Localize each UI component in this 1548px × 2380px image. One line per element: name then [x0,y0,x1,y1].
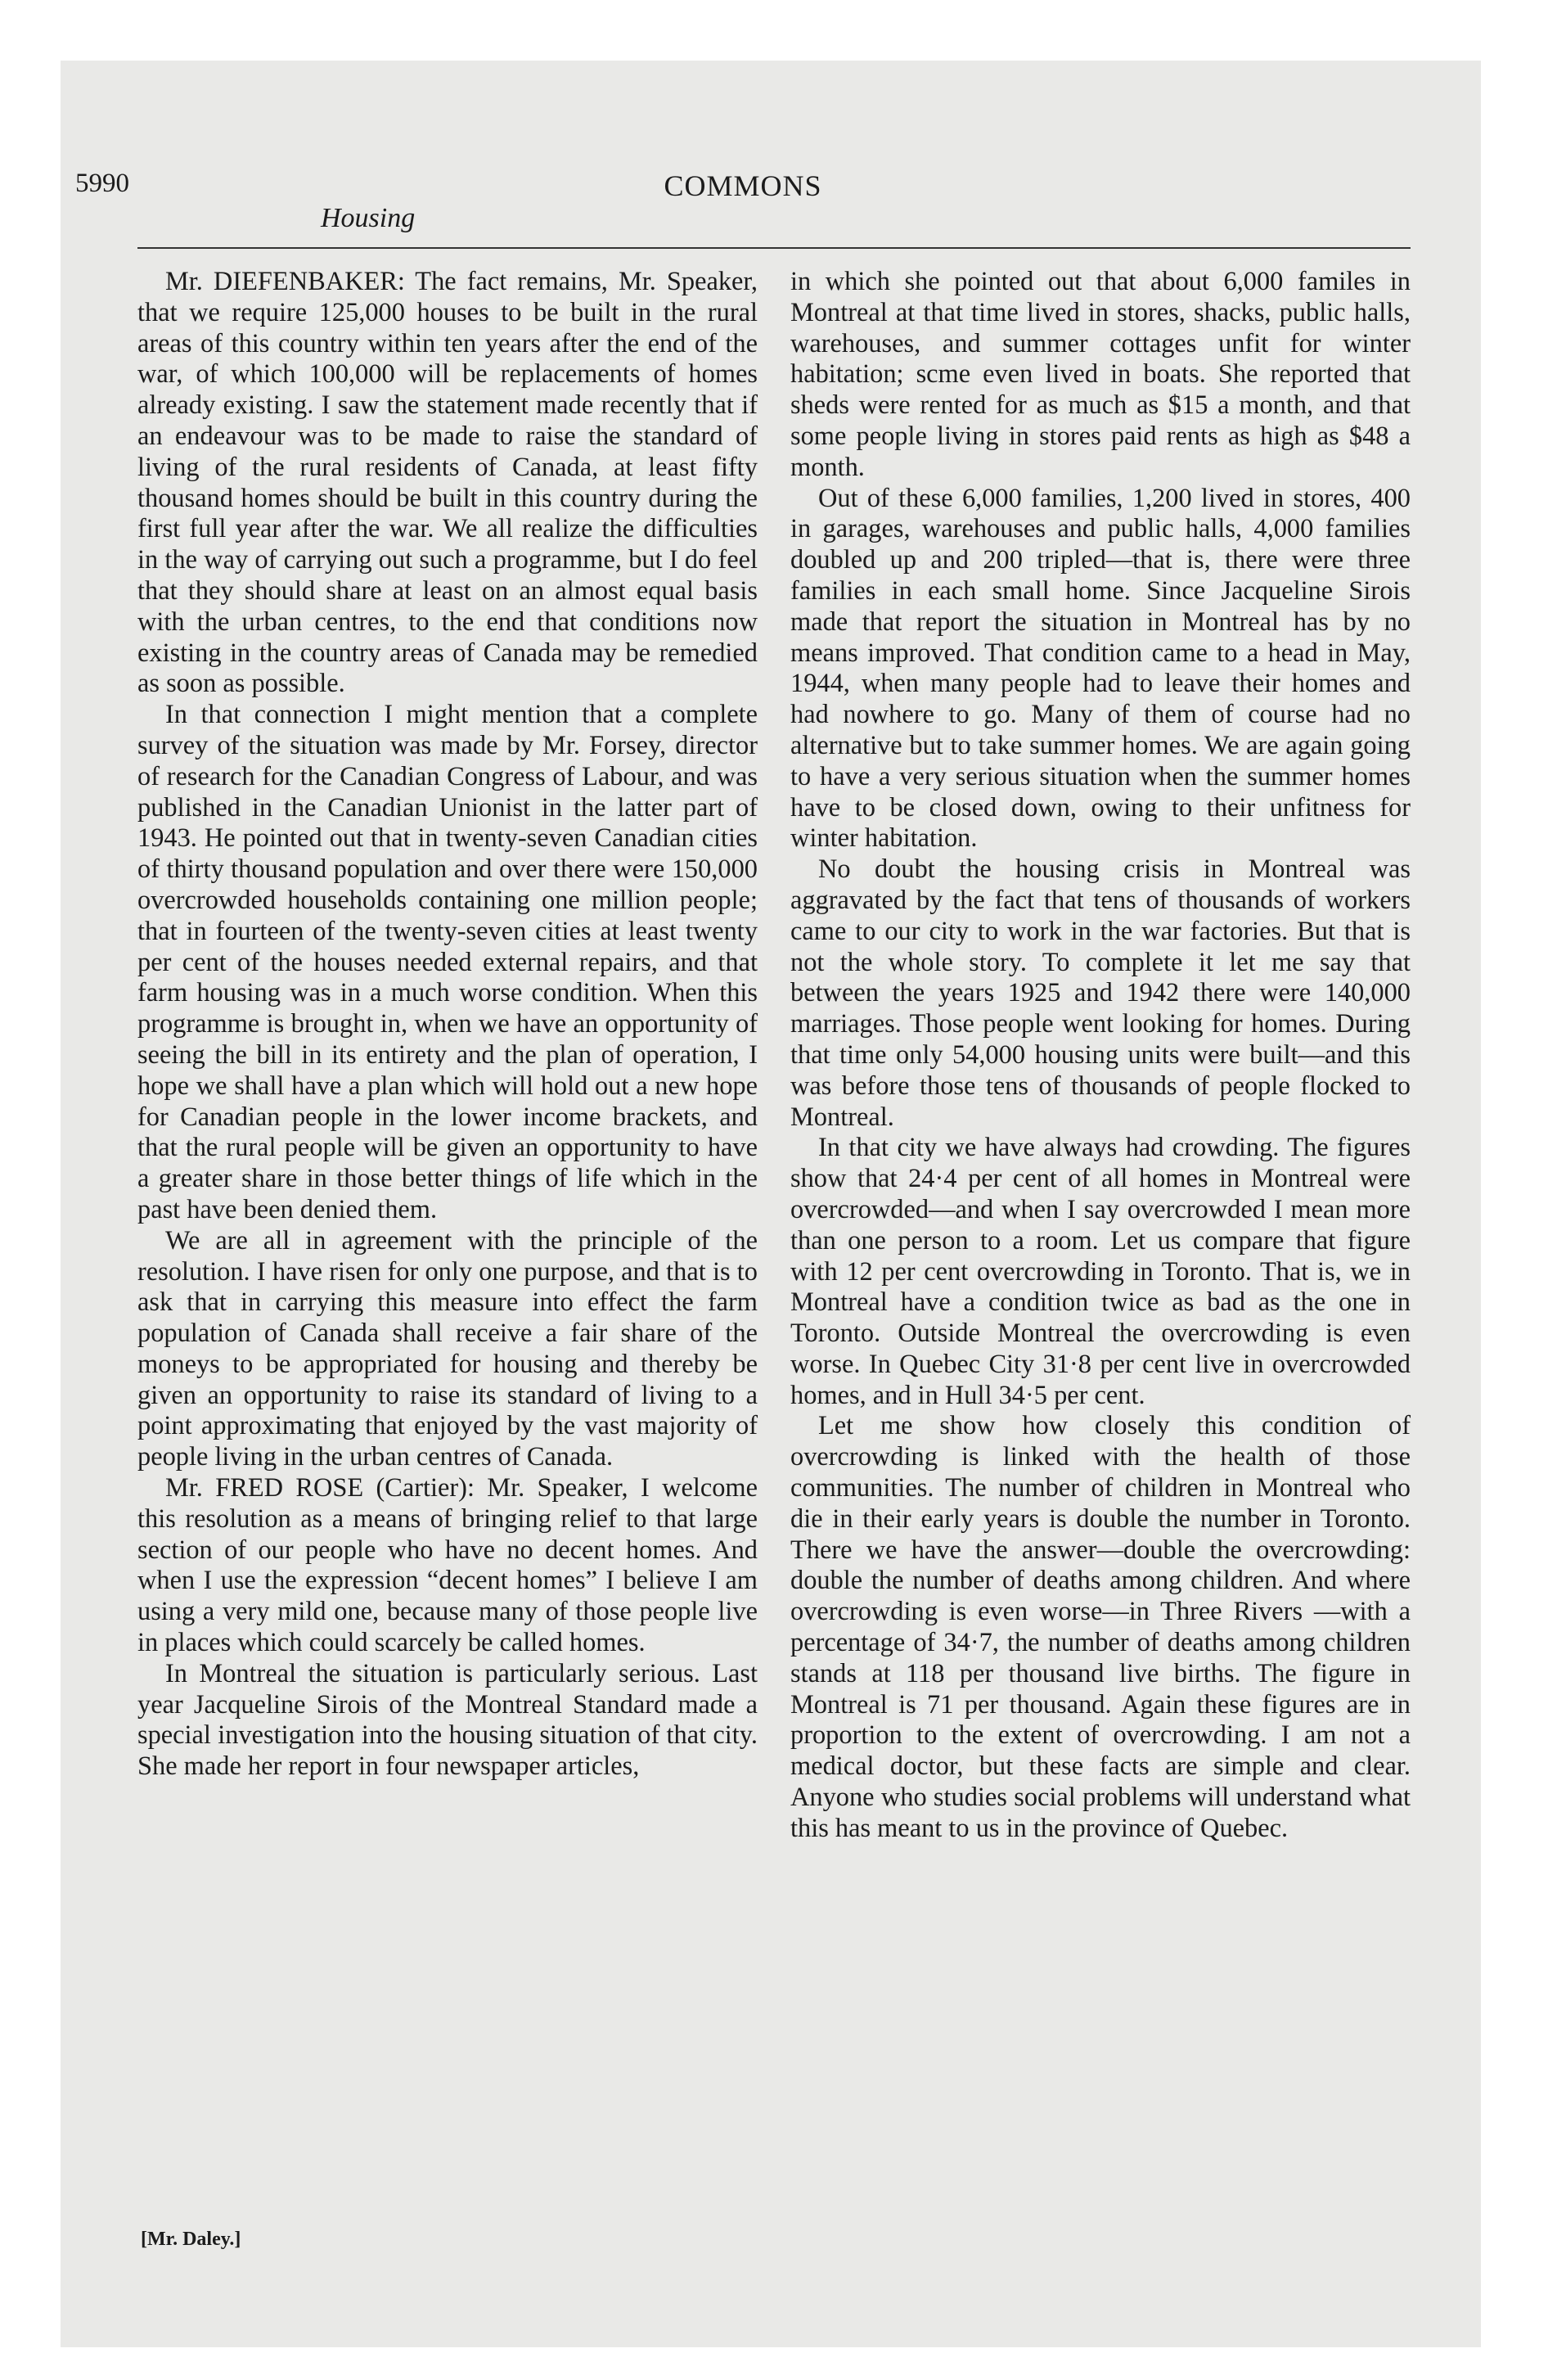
header-rule [137,247,1411,249]
speaker-footnote: [Mr. Daley.] [141,2229,241,2250]
page-header [75,98,1411,233]
paragraph: No doubt the housing crisis in Montreal was aggravated by the fact that tens of thousands of workers came to our city to work in the war factories. But that is not the whole story. To complete it let me say that between the years 1925 and 1942 there were 140,000 marriages. Those people went looking for homes. During that time only 54,000 housing units were built—and this was before those tens of thousands of people flocked to Montreal. [790,854,1411,1132]
paragraph: in which she pointed out that about 6,000 familes in Montreal at that time lived in stores, shacks, public halls, warehouses, and summer cottages unfit for winter habitation; scme even lived in boats. She reported that sheds were rented for as much as $15 a month, and that some people living in stores paid rents as high as $48 a month. [790,267,1411,482]
paragraph: Out of these 6,000 families, 1,200 lived in stores, 400 in garages, warehouses and public halls, 4,000 families doubled up and 200 tripled—that is, there were three families in each small home. Since Jacqueline Sirois made that report the situation in Montreal has by no means improved. That condition came to a head in May, 1944, when many people had to leave their homes and had nowhere to go. Many of them of course had no alternative but to take summer homes. We are again going to have a very serious situation when the summer homes have to be closed down, owing to their unfitness for winter habitation. [790,483,1411,854]
paragraph: We are all in agreement with the principle of the resolution. I have risen for only one purpose, and that is to ask that in carrying this measure into effect the farm population of Canada shall receive a fair share of the moneys to be appropriated for housing and thereby be given an opportunity to raise its standard of living to a point approximating that enjoyed by the vast majority of people living in the urban centres of Canada. [137,1225,758,1472]
section-title: Housing [321,203,416,233]
right-column [790,267,1411,1845]
paragraph: In that city we have always had crowding. The figures show that 24·4 per cent of all homes in Montreal were overcrowded—and when I say overcrowded I mean more than one person to a room. Let us compare that figure with 12 per cent overcrowding in Toronto. That is, we in Montreal have a condition twice as bad as the one in Toronto. Outside Montreal the overcrowding is even worse. In Quebec City 31·8 per cent live in overcrowded homes, and in Hull 34·5 per cent. [790,1133,1411,1410]
paragraph: In that connection I might mention that a complete survey of the situation was made by Mr. Forsey, director of research for the Canadian Congress of Labour, and was published in the Canadian Unionist in the latter part of 1943. He pointed out that in twenty-seven Canadian cities of thirty thousand population and over there were 150,000 overcrowded households containing one million people; that in fourteen of the twenty-seven cities at least twenty per cent of the houses needed external repairs, and that farm housing was in a much worse condition. When this programme is brought in, when we have an opportunity of seeing the bill in its entirety and the plan of operation, I hope we shall have a plan which will hold out a new hope for Canadian people in the lower income brackets, and that the rural people will be given an opportunity to have a greater share in those better things of life which in the past have been denied them. [137,700,758,1224]
paragraph: Mr. DIEFENBAKER: The fact remains, Mr. Speaker, that we require 125,000 houses to be built in the rural areas of this country within ten years after the end of the war, of which 100,000 will be replacements of homes already existing. I saw the statement made recently that if an endeavour was to be made to raise the standard of living of the rural residents of Canada, at least fifty thousand homes should be built in this country during the first full year after the war. We all realize the difficulties in the way of carrying out such a programme, but I do feel that they should share at least on an almost equal basis with the urban centres, to the end that conditions now existing in the country areas of Canada may be remedied as soon as possible. [137,267,758,699]
paragraph: In Montreal the situation is particularly serious. Last year Jacqueline Sirois of the Montreal Standard made a special investigation into the housing situation of that city. She made her report in four newspaper articles, [137,1658,758,1782]
left-column [137,267,758,1783]
running-head: COMMONS [664,169,822,202]
paragraph: Mr. FRED ROSE (Cartier): Mr. Speaker, I welcome this resolution as a means of bringing relief to that large section of our people who have no decent homes. And when I use the expression “decent homes” I believe I am using a very mild one, because many of those people live in places which could scarcely be called homes. [137,1473,758,1658]
page-number: 5990 [75,169,129,198]
paragraph: Let me show how closely this condition of overcrowding is linked with the health of those communities. The number of children in Montreal who die in their early years is double the number in Toronto. There we have the answer—double the overcrowding: double the number of deaths among children. And where overcrowding is even worse—in Three Rivers —with a percentage of 34·7, the number of deaths among children stands at 118 per thousand live births. The figure in Montreal is 71 per thousand. Again these figures are in proportion to the extent of overcrowding. I am not a medical doctor, but these facts are simple and clear. Anyone who studies social problems will understand what this has meant to us in the province of Quebec. [790,1411,1411,1843]
